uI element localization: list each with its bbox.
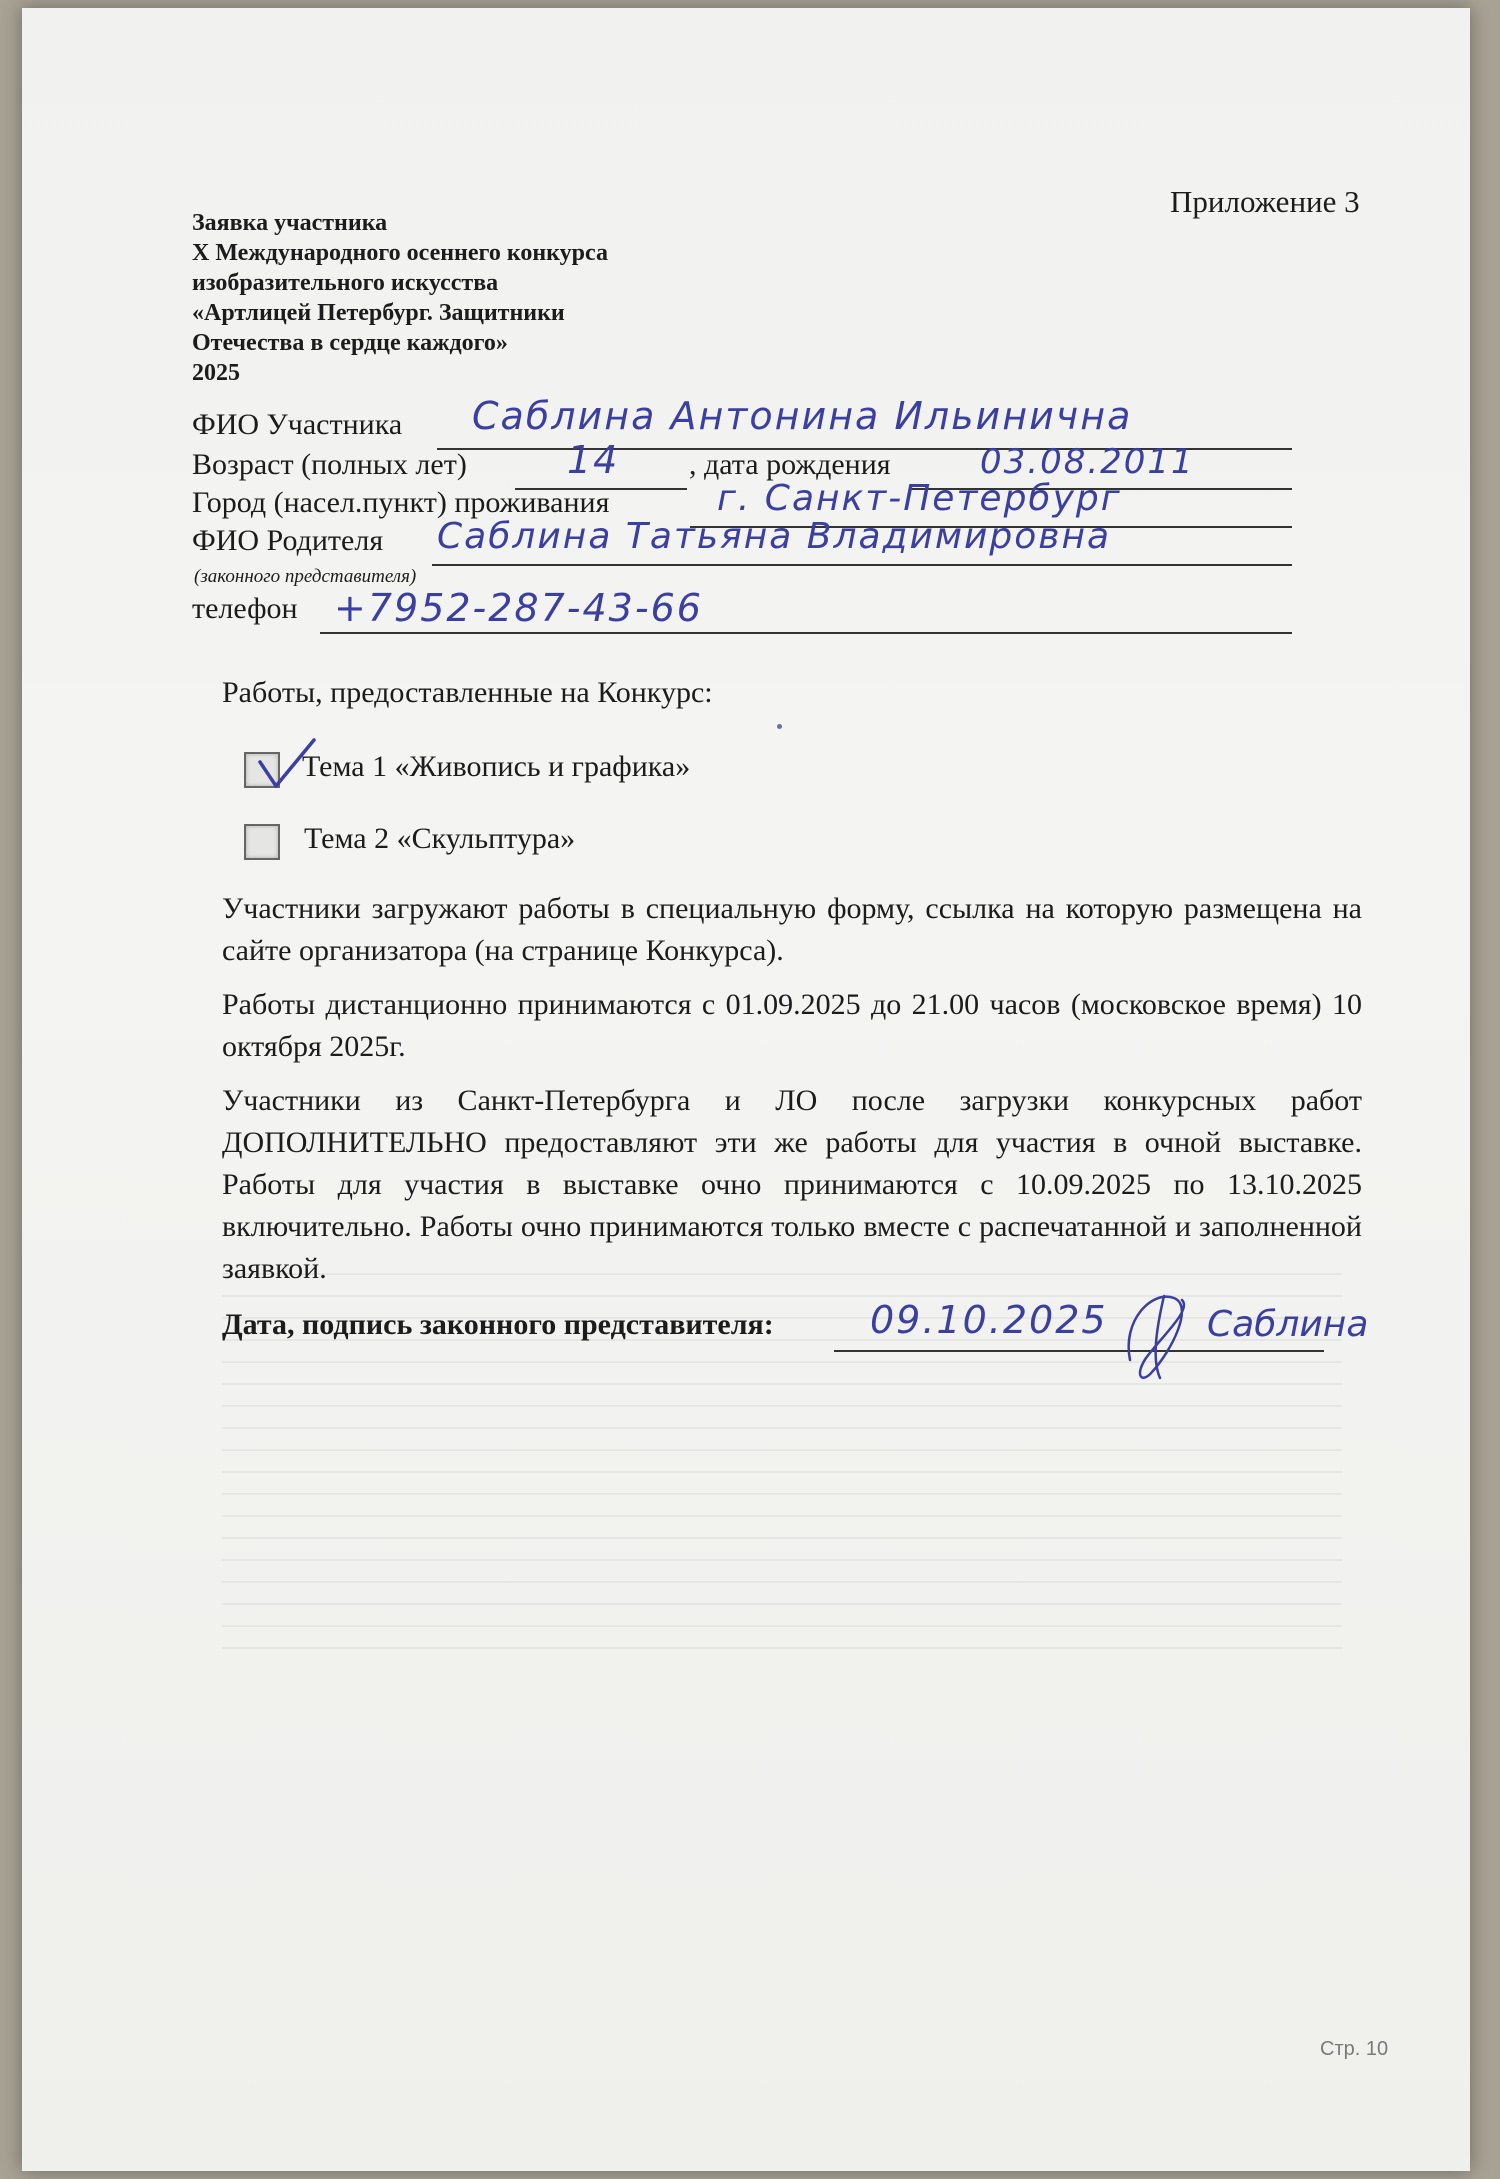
heading-line: «Артлицей Петербург. Защитники [192, 300, 565, 326]
appendix-label: Приложение 3 [1170, 184, 1360, 219]
heading-line: Заявка участника [192, 210, 388, 236]
paragraph-upload: Участники загружают работы в специальную форму, ссылка на которую размещена на сайте организатора (на странице Конкурса). [222, 892, 1362, 967]
heading-line: изобразительного искусства [192, 270, 499, 296]
phone-value: +7952-287-43-66 [334, 586, 703, 630]
signature-label: Дата, подпись законного представителя: [222, 1308, 774, 1341]
paragraph-deadline: Работы дистанционно принимаются с 01.09.2025 до 21.00 часов (московское время) 10 октября 2025г. [222, 988, 1362, 1063]
handwritten-signature [1112, 1280, 1412, 1390]
parent-note: (законного представителя) [194, 566, 417, 587]
ink-dot [777, 724, 782, 729]
page-number: Стр. 10 [1320, 2038, 1389, 2060]
topic-2-label: Тема 2 «Скульптура» [304, 822, 576, 855]
parent-name-line [432, 564, 1292, 566]
parent-name-label: ФИО Родителя [192, 524, 384, 557]
heading-line: Отечества в сердце каждого» [192, 330, 508, 356]
participant-name-value: Саблина Антонина Ильинична [472, 394, 1133, 438]
document-page [22, 8, 1470, 2171]
topic-1-label: Тема 1 «Живопись и графика» [302, 750, 691, 783]
paragraph-exhibition: Участники из Санкт-Петербурга и ЛО после загрузки конкурсных работ ДОПОЛНИТЕЛЬНО предоставляют эти же работы для участия в очной выставке. Работы для участия в выставке очно принимаются с 10.09.2025 по 13.10.2025 включительно. Работы очно принимаются только вместе с распечатанной и заполненной заявкой. [222, 1084, 1362, 1285]
participant-name-label: ФИО Участника [192, 408, 403, 441]
phone-line [320, 632, 1292, 634]
age-label: Возраст (полных лет) [192, 448, 467, 481]
works-title: Работы, предоставленные на Конкурс: [222, 676, 713, 709]
phone-label: телефон [192, 592, 298, 625]
application-heading [192, 208, 712, 388]
signature-date-value: 09.10.2025 [870, 1298, 1108, 1342]
city-value: г. Санкт-Петербург [717, 478, 1122, 519]
city-label: Город (насел.пункт) проживания [192, 486, 610, 519]
age-value: 14 [567, 438, 620, 482]
heading-line: 2025 [192, 360, 240, 386]
parent-name-value: Саблина Татьяна Владимировна [437, 516, 1112, 557]
birth-date-value: 03.08.2011 [980, 442, 1195, 482]
signature-text: Саблина [1207, 1304, 1369, 1345]
topic-2-checkbox[interactable] [244, 824, 280, 860]
heading-line: X Международного осеннего конкурса [192, 240, 608, 266]
birth-date-label: , дата рождения [689, 448, 891, 481]
